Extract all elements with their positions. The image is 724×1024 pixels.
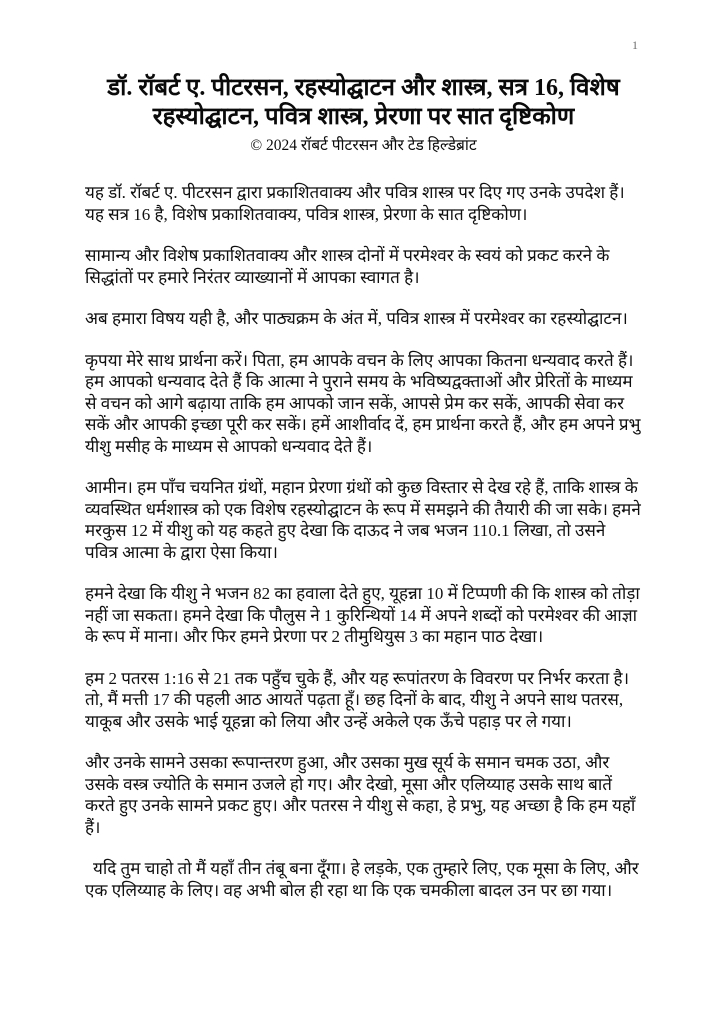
paragraph: अब हमारा विषय यही है, और पाठ्यक्रम के अंत में, पवित्र शास्त्र में परमेश्वर का रहस्योद्घाटन।	[85, 309, 628, 328]
paragraph: सामान्य और विशेष प्रकाशितवाक्य और शास्त्र दोनों में परमेश्वर के स्वयं को प्रकट करने के सिद्धांतों पर हमारे निरंतर व्याख्यानों में आपका स्वागत है।	[85, 246, 610, 287]
paragraph: यह डॉ. रॉबर्ट ए. पीटरसन द्वारा प्रकाशितवाक्य और पवित्र शास्त्र पर दिए गए उनके उपदेश हैं। यह सत्र 16 है, विशेष प्रकाशितवाक्य, पवित्र शास्त्र, प्रेरणा के सात दृष्टिकोण।	[85, 183, 625, 224]
page-number: 1	[632, 38, 638, 52]
paragraph: कृपया मेरे साथ प्रार्थना करें। पिता, हम आपके वचन के लिए आपका कितना धन्यवाद करते हैं। हम आपको धन्यवाद देते हैं कि आत्मा ने पुराने समय के भविष्यद्वक्ताओं और प्रेरितों के माध्यम से वचन को आगे बढ़ाया ताकि हम आपको जान सकें, आपसे प्रेम कर सकें, आपकी सेवा कर सकें और आपकी इच्छा पूरी कर सकें। हमें आशीर्वाद दें, हम प्रार्थना करते हैं, और हम अपने प्रभु यीशु मसीह के माध्यम से आपको धन्यवाद देते हैं।	[85, 350, 641, 456]
paragraph: हमने देखा कि यीशु ने भजन 82 का हवाला देते हुए, यूहन्ना 10 में टिप्पणी की कि शास्त्र को तोड़ा नहीं जा सकता। हमने देखा कि पौलुस ने 1 कुरिन्थियों 14 में अपने शब्दों को परमेश्वर की आज्ञा के रूप में माना। और फिर हमने प्रेरणा पर 2 तीमुथियुस 3 का महान पाठ देखा।	[85, 584, 640, 646]
body-text	[85, 182, 642, 901]
paragraph: और उनके सामने उसका रूपान्तरण हुआ, और उसका मुख सूर्य के समान चमक उठा, और उसके वस्त्र ज्योति के समान उजले हो गए। और देखो, मूसा और एलिय्याह उसके साथ बातें करते हुए उनके सामने प्रकट हुए। और पतरस ने यीशु से कहा, हे प्रभु, यह अच्छा है कि हम यहाँ हैं।	[85, 753, 636, 837]
copyright-line: © 2024 रॉबर्ट पीटरसन और टेड हिल्डेब्रांट	[250, 137, 477, 154]
document-title: डॉ. रॉबर्ट ए. पीटरसन, रहस्योद्घाटन और शास्त्र, सत्र 16, विशेष रहस्योद्घाटन, पवित्र शास्त्र, प्रेरणा पर सात दृष्टिकोण	[107, 75, 620, 130]
paragraph: आमीन। हम पाँच चयनित ग्रंथों, महान प्रेरणा ग्रंथों को कुछ विस्तार से देख रहे हैं, ताकि शास्त्र के व्यवस्थित धर्मशास्त्र को एक विशेष रहस्योद्घाटन के रूप में समझने की तैयारी की जा सके। हमने मरकुस 12 में यीशु को यह कहते हुए देखा कि दाऊद ने जब भजन 110.1 लिखा, तो उसने पवित्र आत्मा के द्वारा ऐसा किया।	[85, 478, 641, 562]
paragraph: यदि तुम चाहो तो मैं यहाँ तीन तंबू बना दूँगा। हे लड़के, एक तुम्हारे लिए, एक मूसा के लिए, और एक एलिय्याह के लिए। वह अभी बोल ही रहा था कि एक चमकीला बादल उन पर छा गया।	[85, 859, 639, 900]
page-content	[85, 74, 642, 921]
paragraph: हम 2 पतरस 1:16 से 21 तक पहुँच चुके हैं, और यह रूपांतरण के विवरण पर निर्भर करता है। तो, मैं मत्ती 17 की पहली आठ आयतें पढ़ता हूँ। छह दिनों के बाद, यीशु ने अपने साथ पतरस, याकूब और उसके भाई यूहन्ना को लिया और उन्हें अकेले एक ऊँचे पहाड़ पर ले गया।	[85, 668, 630, 731]
